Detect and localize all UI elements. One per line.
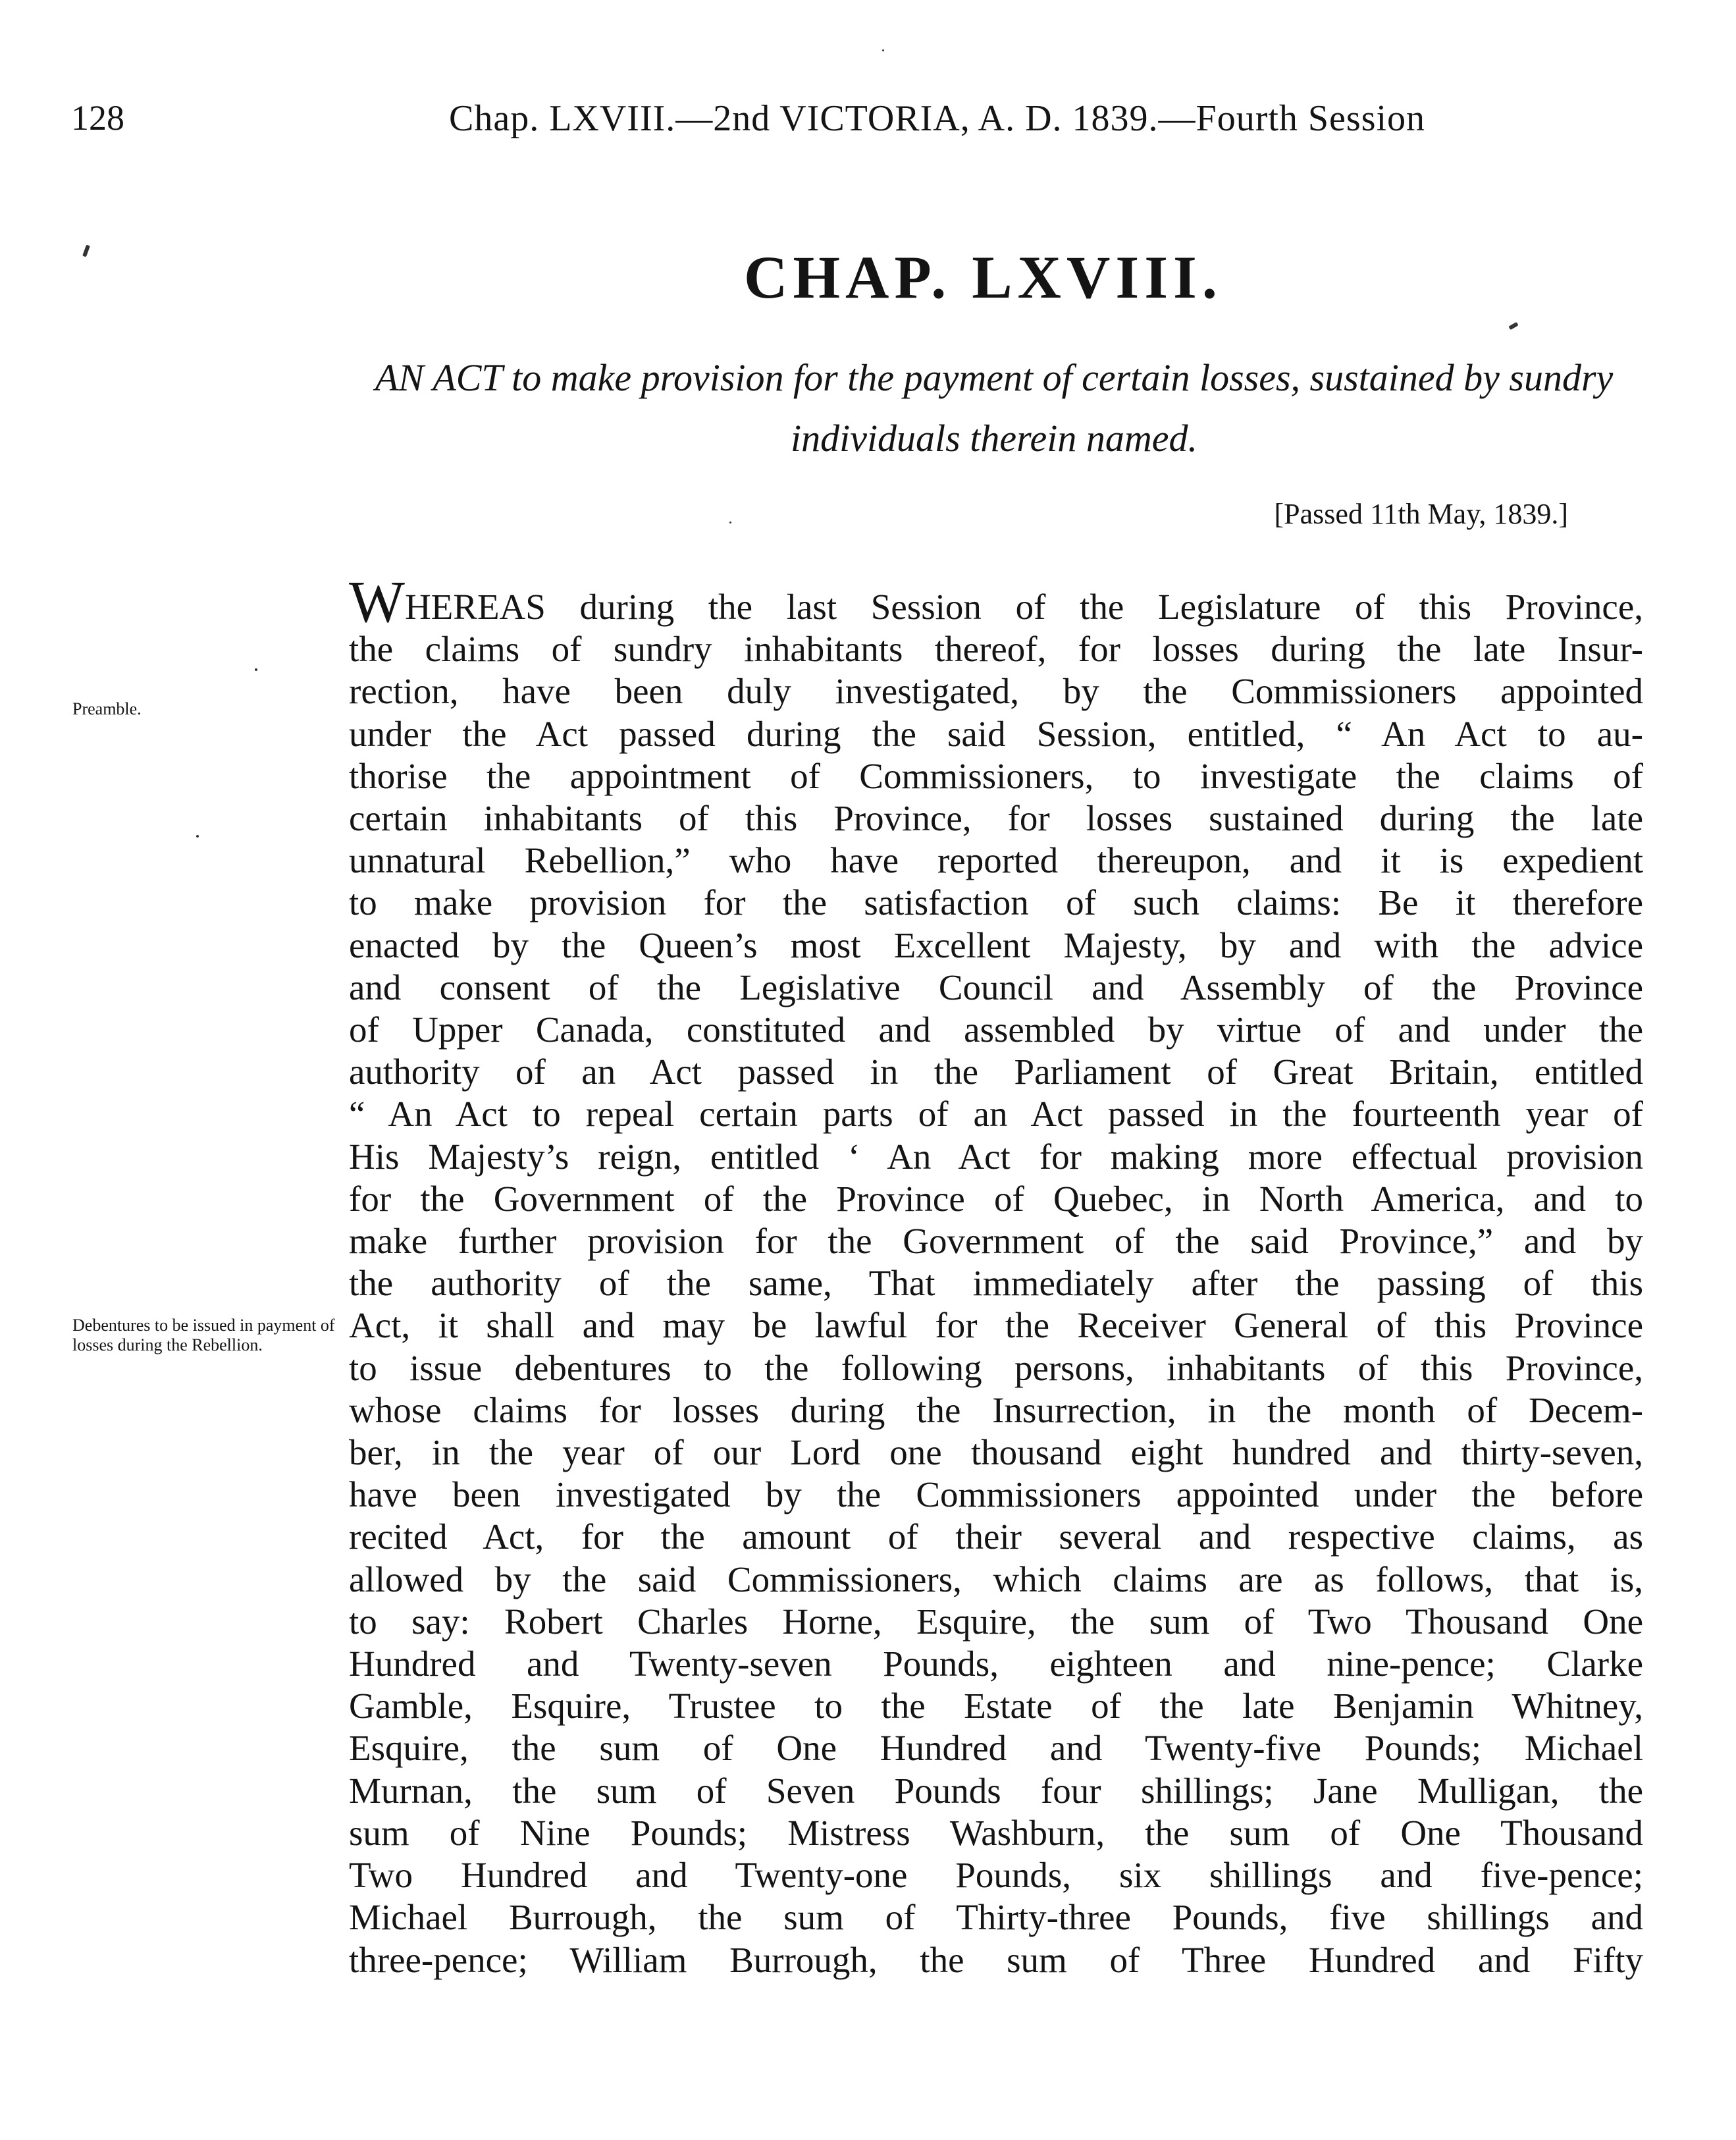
body-line: under the Act passed during the said Session, entitled, “ An Act to au- [349, 713, 1643, 754]
body-line: recited Act, for the amount of their several and respective claims, as [349, 1516, 1643, 1557]
running-title: Chap. LXVIII.—2nd VICTORIA, A. D. 1839.—Fourth Session [449, 98, 1426, 139]
body-line: to say: Robert Charles Horne, Esquire, the sum of Two Thousand One [349, 1601, 1643, 1642]
act-body-text [349, 570, 1643, 1981]
body-line: unnatural Rebellion,” who have reported thereupon, and it is expedient [349, 840, 1643, 881]
body-line: ber, in the year of our Lord one thousand eight hundred and thirty-seven, [349, 1432, 1643, 1473]
body-line: have been investigated by the Commissioners appointed under the before [349, 1474, 1643, 1515]
scan-speck [729, 522, 731, 523]
body-line: Two Hundred and Twenty-one Pounds, six shillings and five-pence; [349, 1855, 1643, 1896]
passed-date-note: [Passed 11th May, 1839.] [1274, 498, 1568, 530]
body-line: enacted by the Queen’s most Excellent Majesty, by and with the advice [349, 924, 1643, 965]
body-line: Act, it shall and may be lawful for the Receiver General of this Province [349, 1305, 1643, 1346]
body-line: whose claims for losses during the Insurrection, in the month of Decem- [349, 1389, 1643, 1430]
body-line: thorise the appointment of Commissioners, to investigate the claims of [349, 755, 1643, 796]
body-line: Hundred and Twenty-seven Pounds, eighteen and nine-pence; Clarke [349, 1644, 1643, 1684]
body-line: the claims of sundry inhabitants thereof, for losses during the late Insur- [349, 629, 1643, 670]
body-line: Esquire, the sum of One Hundred and Twenty-five Pounds; Michael [349, 1728, 1643, 1769]
body-line [349, 570, 1643, 635]
body-line: allowed by the said Commissioners, which claims are as follows, that is, [349, 1559, 1643, 1599]
drop-cap: W [349, 570, 405, 635]
body-line: “ An Act to repeal certain parts of an Act passed in the fourteenth year of [349, 1094, 1643, 1135]
body-line: certain inhabitants of this Province, for losses sustained during the late [349, 798, 1643, 839]
body-line: rection, have been duly investigated, by the Commissioners appointed [349, 671, 1643, 712]
body-line: Michael Burrough, the sum of Thirty-three Pounds, five shillings and [349, 1897, 1643, 1938]
body-line: Murnan, the sum of Seven Pounds four shillings; Jane Mulligan, the [349, 1770, 1643, 1811]
margin-note-preamble: Preamble. [72, 699, 142, 718]
body-line: to issue debentures to the following persons, inhabitants of this Province, [349, 1347, 1643, 1388]
scan-speck [82, 245, 90, 257]
margin-note-debentures: Debentures to be issued in payment of losses during the Rebellion. [72, 1316, 335, 1354]
body-line: of Upper Canada, constituted and assembled by virtue of and under the [349, 1009, 1643, 1050]
body-line: His Majesty’s reign, entitled ‘ An Act for making more effectual provision [349, 1136, 1643, 1177]
body-line: and consent of the Legislative Council and Assembly of the Province [349, 967, 1643, 1007]
body-line-text: HEREAS during the last Session of the Legislature of this Province, [404, 587, 1643, 627]
page-number: 128 [71, 98, 124, 138]
body-line: Gamble, Esquire, Trustee to the Estate of the late Benjamin Whitney, [349, 1686, 1643, 1726]
body-line: for the Government of the Province of Quebec, in North America, and to [349, 1178, 1643, 1219]
scan-speck [255, 668, 257, 671]
chapter-title: CHAP. LXVIII. [744, 244, 1223, 311]
body-line: the authority of the same, That immediately after the passing of this [349, 1263, 1643, 1304]
body-line: sum of Nine Pounds; Mistress Washburn, the sum of One Thousand [349, 1812, 1643, 1853]
running-head [0, 97, 1736, 150]
scan-speck [1508, 322, 1518, 330]
scan-speck [196, 835, 199, 838]
body-line: to make provision for the satisfaction of such claims: Be it therefore [349, 882, 1643, 923]
body-line: three-pence; William Burrough, the sum of Three Hundred and Fifty [349, 1939, 1643, 1980]
scan-speck [882, 49, 884, 51]
body-line: authority of an Act passed in the Parliament of Great Britain, entitled [349, 1052, 1643, 1092]
body-line: make further provision for the Government of the said Province,” and by [349, 1221, 1643, 1262]
act-title: AN ACT to make provision for the payment of certain losses, sustained by sundry individuals therein named. [375, 356, 1614, 460]
